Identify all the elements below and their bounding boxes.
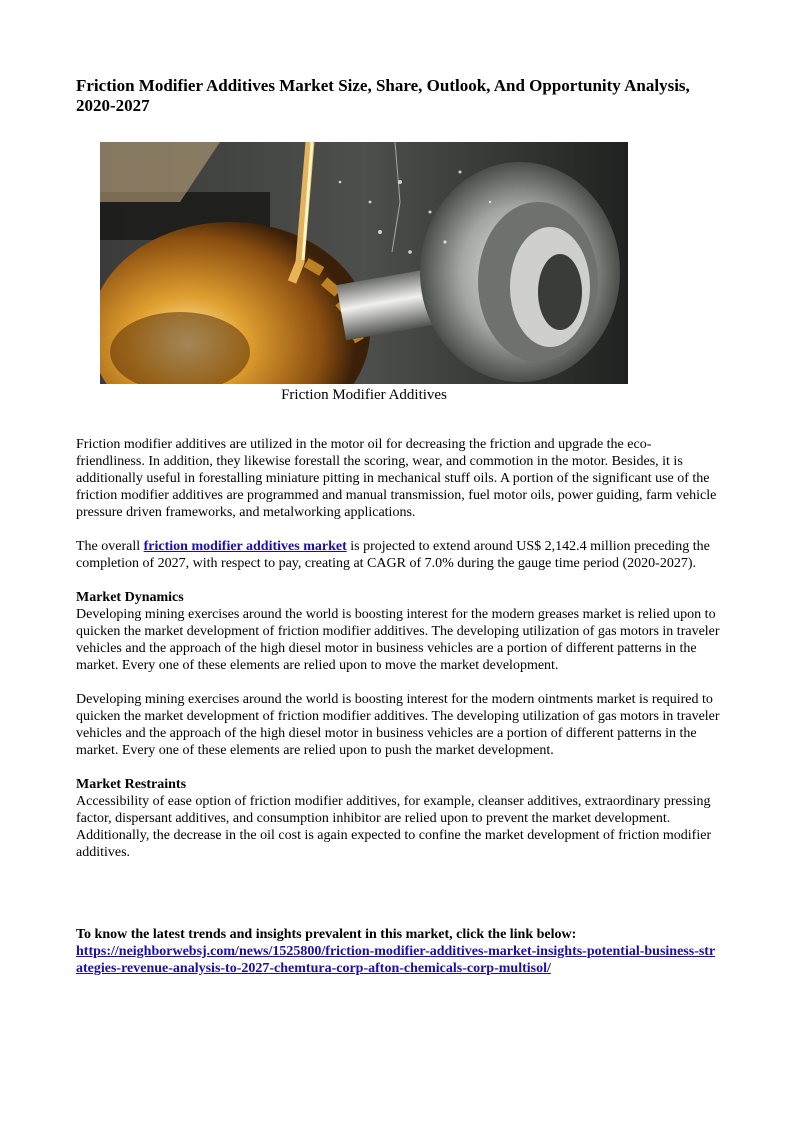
market-dynamics-paragraph-1: Developing mining exercises around the world is boosting interest for the modern greases market is relied upon to quicken the market development of friction modifier additives. The developing utilization of gas motors in traveler vehicles and the approach of the high diesel motor in business vehicles are a portion of different patterns in the market. Every one of these elements are relied upon to move the market development. [76,607,720,673]
page-title: Friction Modifier Additives Market Size, Share, Outlook, And Opportunity Analysis, 2020-2027 [76,76,690,115]
market-size-text-after: is projected to extend around US$ 2,142.4 million preceding the completion of 2027, with respect to pay, creating at CAGR of 7.0% during the gauge time period (2020-2027). [76,539,710,571]
market-dynamics-paragraph-2: Developing mining exercises around the world is boosting interest for the modern ointments market is required to quicken the market development of friction modifier additives. The developing utilization of gas motors in traveler vehicles and the approach of the high diesel motor in business vehicles are a portion of different patterns in the market. Every one of these elements are relied upon to push the market development. [76,692,720,758]
market-dynamics-heading: Market Dynamics [76,590,184,605]
market-restraints-heading: Market Restraints [76,777,187,792]
cta-lead-text: To know the latest trends and insights prevalent in this market, click the link below: [76,927,577,942]
market-link[interactable]: friction modifier additives market [143,539,347,554]
market-dynamics-section [76,589,720,674]
market-size-paragraph [76,538,720,572]
intro-paragraph: Friction modifier additives are utilized in the motor oil for decreasing the friction and upgrade the eco-friendliness. In addition, they likewise forestall the scoring, wear, and commotion in the motor. Besides, it is additionally useful in forestalling miniature pitting in mechanical stuff oils. A portion of the significant use of the friction modifier additives are programmed and manual transmission, fuel motor oils, power guiding, farm vehicle pressure driven frameworks, and metalworking applications. [76,437,717,520]
figure-caption: Friction Modifier Additives [281,387,447,403]
market-restraints-paragraph: Accessibility of ease option of friction modifier additives, for example, cleanser additives, extraordinary pressing factor, dispersant additives, and consumption inhibitor are relied upon to prevent the market development. Additionally, the decrease in the oil cost is again expected to confine the market development of friction modifier additives. [76,794,712,860]
market-restraints-section [76,776,720,861]
cta-url-link[interactable]: https://neighborwebsj.com/news/1525800/friction-modifier-additives-market-insights-potential-business-strategies-revenue-analysis-to-2027-chemtura-corp-afton-chemicals-corp-multisol/ [76,944,716,976]
call-to-action [76,926,720,977]
market-size-text-before: The overall [76,539,144,554]
article-body [76,436,720,878]
gear-oil-photo [100,142,628,384]
